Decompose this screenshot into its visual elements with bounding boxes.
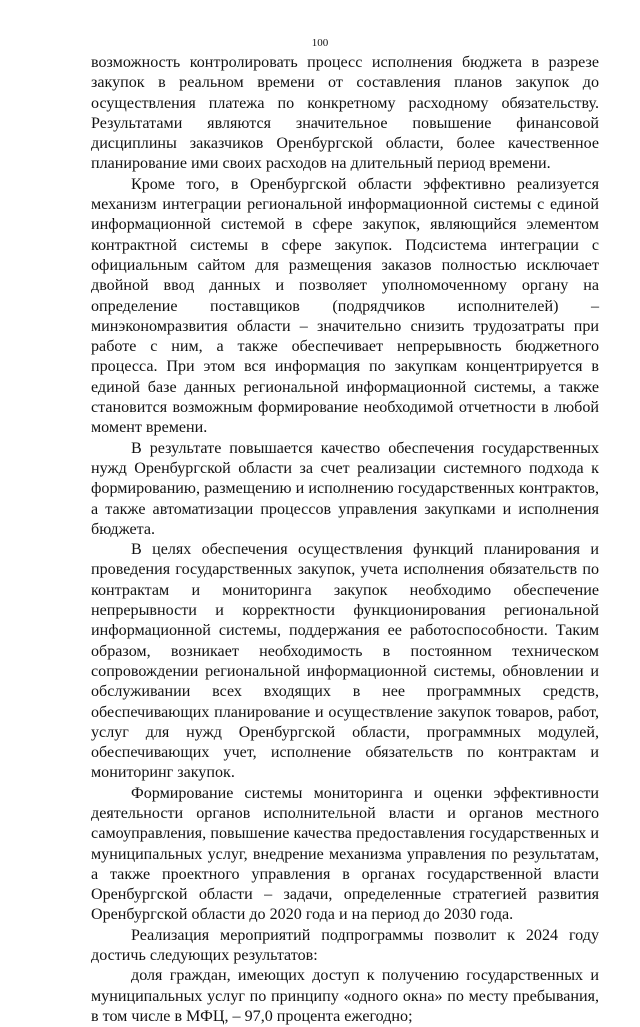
- paragraph-monitoring: Формирование системы мониторинга и оценки эффективности деятельности органов исполнительной власти и органов местного самоуправления, повышение качества предоставления государственных и муниципальных услуг, внедрение механизма управления по результатам, а также проектного управления в органах государственной власти Оренбургской области – задачи, определенные стратегией развития Оренбургской области до 2020 года и на период до 2030 года.: [91, 784, 599, 924]
- paragraph-integration: Кроме того, в Оренбургской области эффективно реализуется механизм интеграции региональной информационной системы с единой информационной системой в сфере закупок, являющийся элементом контрактной системы в сфере закупок. Подсистема интеграции с официальным сайтом для размещения заказов полностью исключает двойной ввод данных и позволяет уполномоченному органу на определение поставщиков (подрядчиков исполнителей) – минэкономразвития области – значительно снизить трудозатраты при работе с ним, а также обеспечивает непрерывность бюджетного процесса. При этом вся информация по закупкам концентрируется в единой базе данных региональной информационной системы, а также становится возможным формирование необходимой отчетности в любой момент времени.: [91, 175, 599, 437]
- paragraph-goals-intro: Реализация мероприятий подпрограммы позволит к 2024 году достичь следующих результатов:: [91, 926, 599, 965]
- paragraph-result: В результате повышается качество обеспечения государственных нужд Оренбургской области за счет реализации системного подхода к формированию, размещению и исполнению государственных контрактов, а также автоматизации процессов управления закупками и исполнения бюджета.: [91, 439, 599, 538]
- document-body: [91, 53, 599, 1027]
- paragraph-support: В целях обеспечения осуществления функций планирования и проведения государственных закупок, учета исполнения обязательств по контрактам и мониторинга закупок необходимо обеспечение непрерывности и корректности функционирования региональной информационной системы, поддержания ее работоспособности. Таким образом, возникает необходимость в постоянном техническом сопровождении региональной информационной системы, обновлении и обслуживании всех входящих в нее программных средств, обеспечивающих планирование и осуществление закупок товаров, работ, услуг для нужд Оренбургской области, программных модулей, обеспечивающих учет, исполнение обязательств по контрактам и мониторинг закупок.: [91, 541, 599, 782]
- paragraph-goal-item: доля граждан, имеющих доступ к получению государственных и муниципальных услуг по принципу «одного окна» по месту пребывания, в том числе в МФЦ, – 97,0 процента ежегодно;: [91, 967, 599, 1025]
- page-number: 100: [311, 37, 329, 49]
- paragraph-continuation: возможность контролировать процесс исполнения бюджета в разрезе закупок в реальном времени от составления планов закупок до осуществления платежа по конкретному расходному обязательству. Результатами являются значительное повышение финансовой дисциплины заказчиков Оренбургской области, более качественное планирование ими своих расходов на длительный период времени.: [91, 54, 599, 173]
